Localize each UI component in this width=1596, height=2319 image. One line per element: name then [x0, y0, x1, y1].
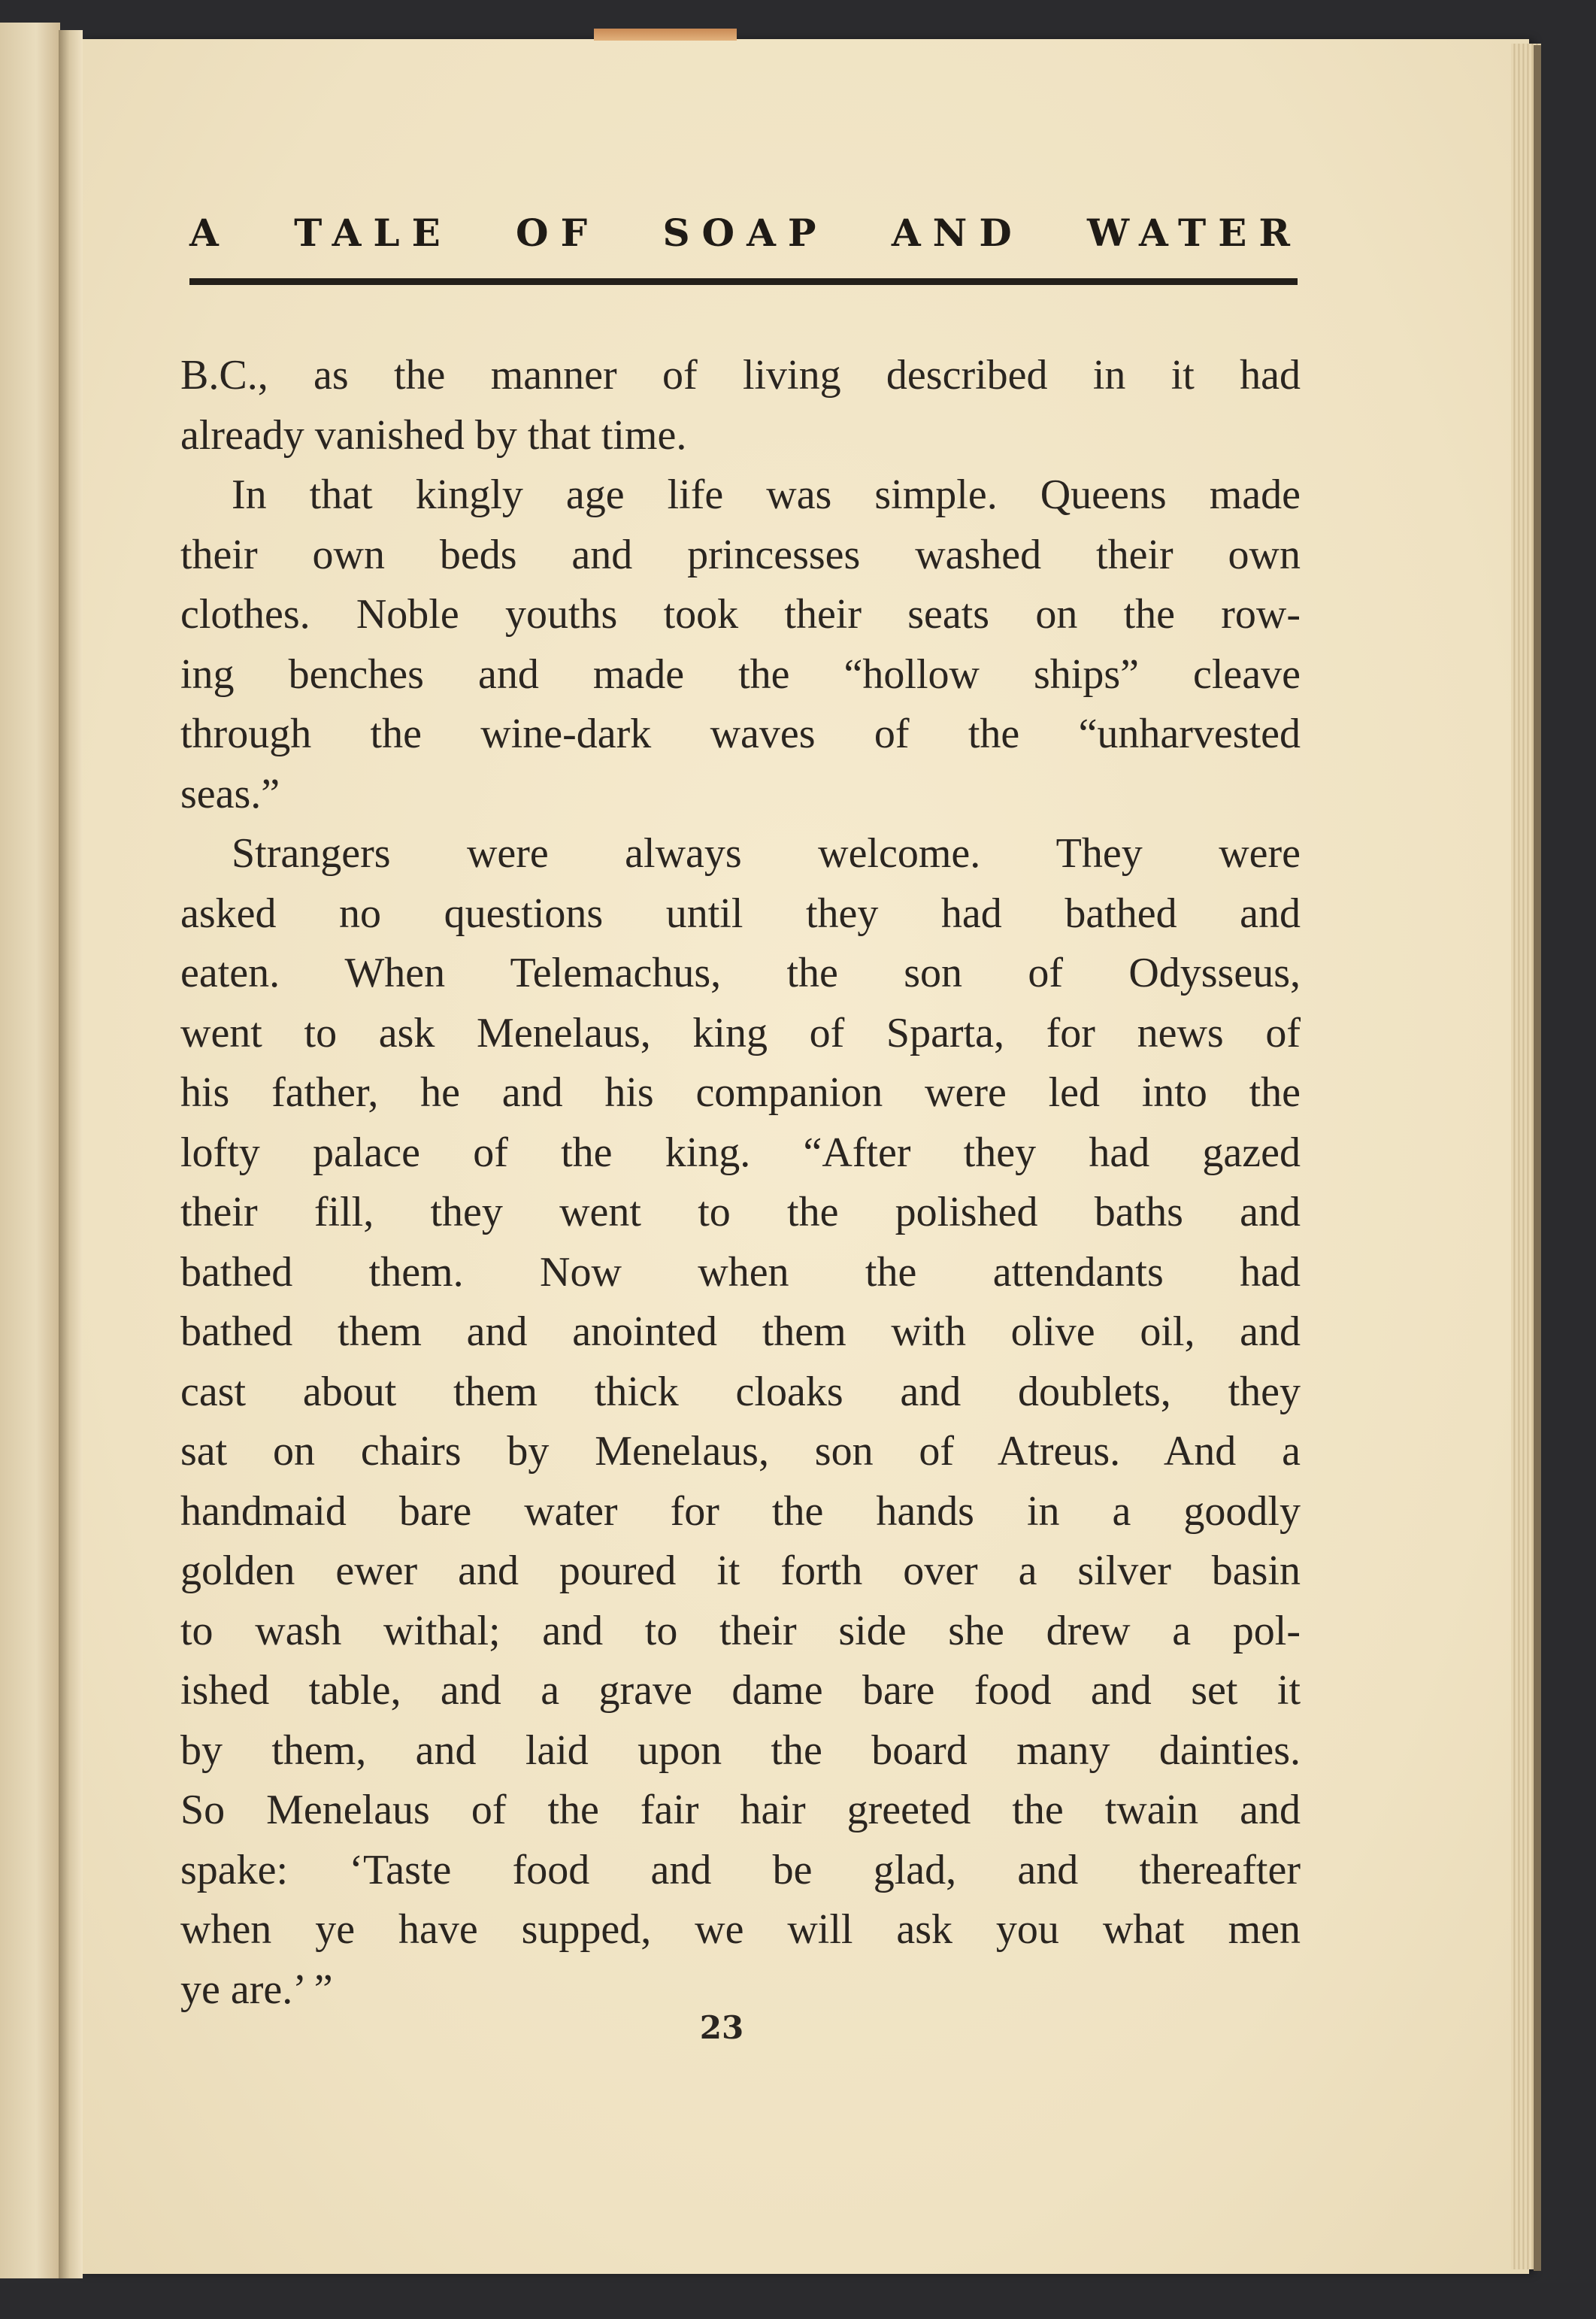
running-head-word: TALE	[294, 211, 453, 255]
running-head-word: SOAP	[662, 211, 828, 255]
text-line: lofty palace of the king. “After they had gazed	[180, 1129, 1301, 1176]
header-rule	[189, 278, 1298, 285]
text-line: eaten. When Telemachus, the son of Odysseus,	[180, 950, 1301, 996]
text-line: their own beds and princesses washed their own	[180, 531, 1301, 578]
text-line: clothes. Noble youths took their seats on the row-	[180, 591, 1301, 638]
facing-page-edge	[0, 23, 60, 2278]
text-line: handmaid bare water for the hands in a goodly	[180, 1487, 1301, 1535]
text-line: already vanished by that time.	[180, 411, 687, 459]
text-line: through the wine-dark waves of the “unharvested	[180, 711, 1301, 757]
text-line: Strangers were always welcome. They were	[232, 830, 1301, 877]
running-head-word: WATER	[1087, 211, 1302, 255]
text-line: In that kingly age life was simple. Queens made	[232, 471, 1301, 518]
body-text	[180, 346, 1301, 2020]
text-line: seas.”	[180, 770, 280, 817]
running-head-word: OF	[516, 211, 600, 255]
page-number: 23	[699, 2009, 744, 2046]
text-line: to wash withal; and to their side she drew a pol-	[180, 1607, 1301, 1654]
paragraph	[180, 824, 1301, 2020]
book-gutter	[59, 30, 83, 2278]
text-line: his father, he and his companion were led into the	[180, 1069, 1301, 1116]
running-head-word: A	[189, 211, 231, 255]
text-line: their fill, they went to the polished baths and	[180, 1189, 1301, 1235]
text-line: B.C., as the manner of living described in it had	[180, 352, 1301, 399]
text-line: bathed them and anointed them with olive oil, and	[180, 1308, 1301, 1355]
text-line: spake: ‘Taste food and be glad, and thereafter	[180, 1846, 1301, 1893]
text-line: went to ask Menelaus, king of Sparta, for news of	[180, 1009, 1301, 1056]
text-line: ing benches and made the “hollow ships” cleave	[180, 650, 1301, 698]
text-line: ye are.’ ”	[180, 1966, 333, 2013]
paragraph	[180, 346, 1301, 465]
paragraph	[180, 465, 1301, 824]
text-line: ished table, and a grave dame bare food and set it	[180, 1667, 1301, 1714]
text-line: sat on chairs by Menelaus, son of Atreus. And a	[180, 1428, 1301, 1475]
text-line: when ye have supped, we will ask you what men	[180, 1906, 1301, 1953]
running-head-word: AND	[891, 211, 1024, 255]
bookmark-tab	[594, 29, 737, 41]
text-line: golden ewer and poured it forth over a silver basin	[180, 1548, 1301, 1594]
cover-edge	[1534, 45, 1541, 2271]
text-line: asked no questions until they had bathed and	[180, 890, 1301, 937]
text-line: bathed them. Now when the attendants had	[180, 1248, 1301, 1296]
running-head	[189, 211, 1302, 255]
text-line: So Menelaus of the fair hair greeted the twain and	[180, 1787, 1301, 1833]
text-line: by them, and laid upon the board many dainties.	[180, 1726, 1301, 1774]
text-line: cast about them thick cloaks and doublets, they	[180, 1368, 1301, 1415]
